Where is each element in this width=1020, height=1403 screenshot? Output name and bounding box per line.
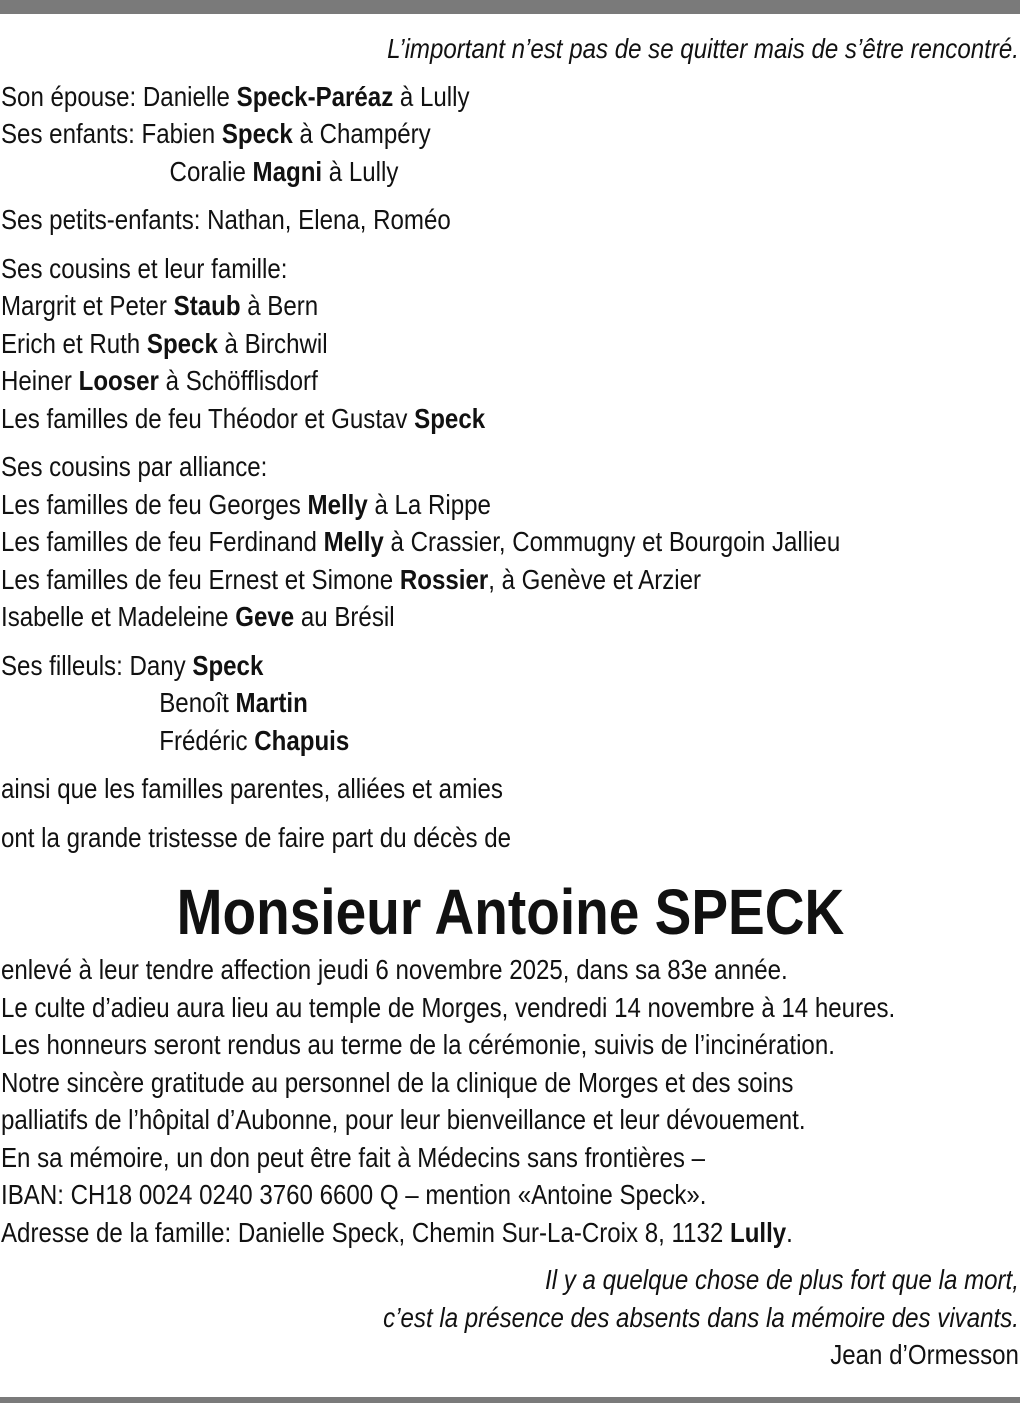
inlaw-place: à La Rippe bbox=[367, 488, 491, 520]
spouse-place: à Lully bbox=[393, 80, 470, 112]
inlaw-place: au Brésil bbox=[294, 601, 395, 632]
deceased-name: Monsieur Antoine SPECK bbox=[176, 876, 844, 948]
godchildren-label: Ses filleuls: Dany bbox=[1, 649, 193, 681]
child2-place: à Lully bbox=[322, 155, 399, 187]
godchild1-name: Speck bbox=[192, 649, 264, 681]
inlaw-place: à Crassier, Commugny et Bourgoin Jallieu bbox=[383, 526, 841, 557]
detail-line: En sa mémoire, un don peut être fait à Médecins sans frontières – bbox=[1, 1141, 706, 1173]
cousin-name: Speck bbox=[146, 327, 218, 359]
inlaw-line bbox=[1, 598, 1019, 636]
detail-line: Le culte d’adieu aura lieu au temple de Morges, vendredi 14 novembre à 14 heures. bbox=[1, 991, 896, 1023]
detail-line: enlevé à leur tendre affection jeudi 6 novembre 2025, dans sa 83e année. bbox=[1, 954, 788, 985]
inlaw-name: Rossier bbox=[399, 563, 489, 595]
godchild3-line bbox=[1, 722, 1019, 760]
godchild3-name: Chapuis bbox=[254, 724, 350, 756]
godchild2-name: Martin bbox=[235, 687, 308, 718]
cousin-line bbox=[1, 325, 1019, 363]
godchild3-first: Frédéric bbox=[159, 724, 255, 756]
inlaw-line bbox=[1, 561, 1019, 599]
inlaw-line bbox=[1, 523, 1019, 561]
detail-line: palliatifs de l’hôpital d’Aubonne, pour leur bienveillance et leur dévouement. bbox=[1, 1104, 806, 1135]
address-end: . bbox=[786, 1216, 793, 1248]
inlaws-label: Ses cousins par alliance: bbox=[1, 451, 268, 482]
obituary-notice bbox=[1, 30, 1019, 1374]
closing-quote-line: c’est la présence des absents dans la mémoire des vivants. bbox=[383, 1301, 1019, 1333]
inlaw-first: Les familles de feu Ferdinand bbox=[1, 526, 324, 557]
bottom-rule bbox=[0, 1397, 1020, 1403]
godchildren-line bbox=[1, 647, 1019, 685]
inlaw-name: Melly bbox=[307, 488, 368, 520]
inlaw-first: Les familles de feu Ernest et Simone bbox=[1, 563, 400, 595]
cousin-place: à Schöfflisdorf bbox=[158, 365, 318, 396]
inlaw-first: Les familles de feu Georges bbox=[1, 488, 308, 520]
cousin-place: à Bern bbox=[240, 290, 319, 321]
closing-quote-line: Il y a quelque chose de plus fort que la mort, bbox=[545, 1264, 1019, 1295]
child2-name: Magni bbox=[252, 155, 323, 187]
cousin-line bbox=[1, 400, 1019, 438]
inlaw-first: Isabelle et Madeleine bbox=[1, 601, 236, 632]
cousin-line bbox=[1, 287, 1019, 325]
child2-first: Coralie bbox=[169, 155, 253, 187]
inlaw-name: Melly bbox=[323, 526, 384, 557]
address-line bbox=[1, 1214, 1019, 1252]
inlaw-place: , à Genève et Arzier bbox=[488, 563, 702, 595]
child2-line bbox=[1, 153, 1019, 191]
cousin-name: Looser bbox=[78, 365, 159, 396]
details-block bbox=[1, 951, 1019, 1251]
cousin-first: Heiner bbox=[1, 365, 79, 396]
spouse-line bbox=[1, 78, 1019, 116]
address-city: Lully bbox=[729, 1216, 787, 1248]
godchild2-first: Benoît bbox=[159, 687, 236, 718]
inlaw-name: Geve bbox=[235, 601, 295, 632]
cousin-first: Erich et Ruth bbox=[1, 327, 147, 359]
address-text: Adresse de la famille: Danielle Speck, Chemin Sur-La-Croix 8, 1132 bbox=[1, 1216, 730, 1248]
cousins-label: Ses cousins et leur famille: bbox=[1, 252, 288, 284]
inlaw-line bbox=[1, 486, 1019, 524]
top-rule bbox=[0, 0, 1020, 14]
grandchildren-line: Ses petits-enfants: Nathan, Elena, Roméo bbox=[1, 204, 451, 235]
cousin-first: Margrit et Peter bbox=[1, 290, 174, 321]
godchild2-line bbox=[1, 684, 1019, 722]
also-line: ainsi que les familles parentes, alliées et amies bbox=[1, 773, 503, 804]
cousin-name: Staub bbox=[173, 290, 241, 321]
spouse-name: Speck-Paréaz bbox=[236, 80, 394, 112]
quote-author: Jean d’Ormesson bbox=[830, 1339, 1019, 1370]
children-label: Ses enfants: Fabien bbox=[1, 118, 222, 149]
child1-place: à Champéry bbox=[292, 118, 431, 149]
children-line bbox=[1, 115, 1019, 153]
spouse-label: Son épouse: Danielle bbox=[1, 80, 237, 112]
announce-line: ont la grande tristesse de faire part du décès de bbox=[1, 821, 512, 853]
cousin-place: à Birchwil bbox=[217, 327, 328, 359]
cousin-name: Speck bbox=[414, 402, 486, 434]
child1-name: Speck bbox=[221, 118, 293, 149]
cousin-first: Les familles de feu Théodor et Gustav bbox=[1, 402, 415, 434]
cousin-line bbox=[1, 362, 1019, 400]
opening-quote: L’important n’est pas de se quitter mais de s’être rencontré. bbox=[387, 33, 1019, 64]
detail-line: Les honneurs seront rendus au terme de la cérémonie, suivis de l’incinération. bbox=[1, 1029, 835, 1060]
detail-line: IBAN: CH18 0024 0240 3760 6600 Q – mention «Antoine Speck». bbox=[1, 1179, 707, 1210]
detail-line: Notre sincère gratitude au personnel de la clinique de Morges et des soins bbox=[1, 1066, 794, 1098]
